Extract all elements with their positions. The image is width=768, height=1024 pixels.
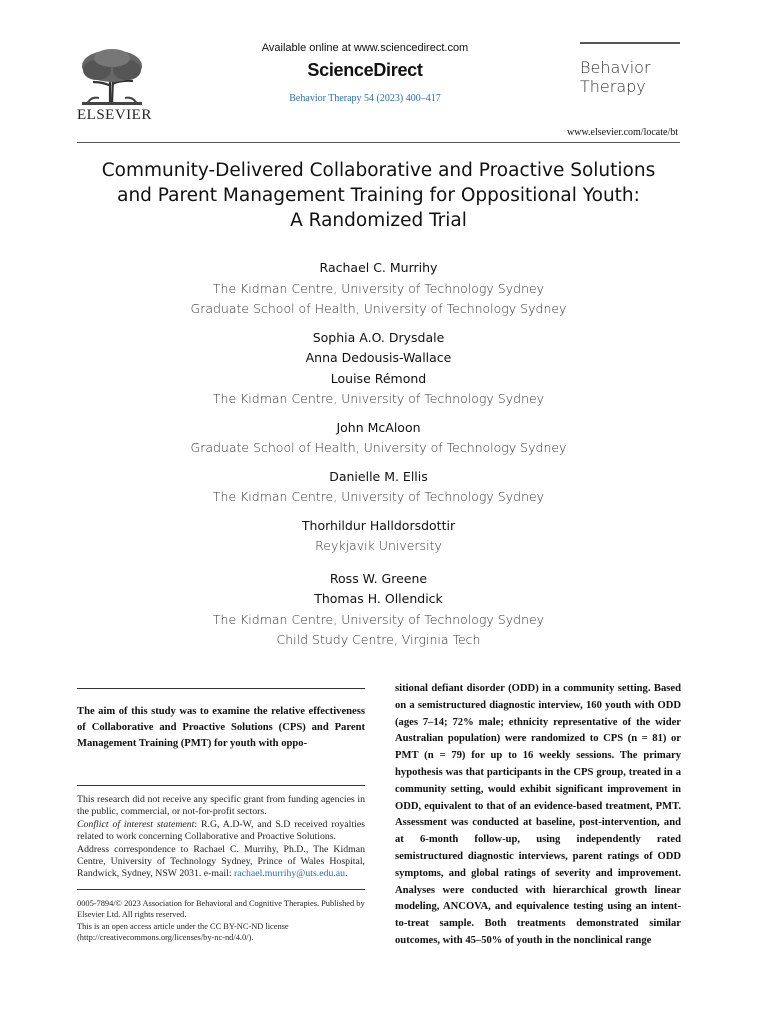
affiliation: Child Study Centre, Virginia Tech: [276, 632, 481, 647]
affiliation: Graduate School of Health, University of Technology Sydney: [190, 301, 567, 316]
copyright-line-1: 0005-7894/© 2023 Association for Behavioral and Cognitive Therapies. Published by Elsevier Ltd. All rights reserved.: [77, 898, 365, 920]
correspondence-address: Address correspondence to Rachael C. Murrihy, Ph.D., The Kidman Centre, University of Technology Sydney, Prince of Wales Hospital, Randwick, Sydney, NSW 2031. e-mail:: [77, 843, 365, 880]
left-column: [77, 688, 365, 943]
conflict-note: [77, 819, 365, 844]
journal-name: [580, 58, 680, 96]
title-line-3: A Randomized Trial: [290, 210, 467, 231]
journal-name-line2: Therapy: [580, 77, 646, 96]
author-name: Danielle M. Ellis: [329, 468, 428, 484]
conflict-label: Conflict of interest statement: [77, 818, 195, 830]
author-name: Rachael C. Murrihy: [319, 260, 438, 275]
notes-rule: [77, 785, 365, 786]
email-link[interactable]: rachael.murrihy@uts.edu.au: [234, 868, 346, 880]
license-line[interactable]: This is an open access article under the CC BY-NC-ND license (http://creativecommons.org/licenses/by-nc-nd/4.0/).: [77, 921, 289, 943]
header-rule: [77, 142, 680, 143]
conflict-text: : R.G, A.D-W, and S.D received royalties related to work concerning Collaborative and Proactive Solutions.: [77, 818, 365, 843]
journal-rule-top: [580, 42, 680, 44]
affiliation: The Kidman Centre, University of Technology Sydney: [212, 280, 545, 296]
email-end: .: [345, 868, 348, 880]
author-group: [77, 467, 680, 508]
author-name: Anna Dedousis-Wallace: [305, 350, 452, 365]
available-online-text: Available online at www.sciencedirect.com: [261, 42, 469, 54]
funding-note: This research did not receive any specific grant from funding agencies in the public, commercial, or not-for-profit sectors.: [77, 794, 365, 818]
author-group: [77, 258, 680, 320]
affiliation: The Kidman Centre, University of Technology Sydney: [212, 391, 545, 406]
affiliation: The Kidman Centre, University of Technology Sydney: [212, 611, 545, 627]
author-group: [77, 418, 680, 459]
correspondence-note: [77, 844, 365, 881]
abstract-text-continued: sitional defiant disorder (ODD) in a community setting. Based on a semistructured diagnostic interview, 160 youth with ODD (ages 7–14; 72% male; ethnicity representative of the wider Australian population) were randomized to CPS (n = 81) or PMT (n = 79) for up to 16 weekly sessions. The primary hypothesis was that participants in the CPS group, treated in a community setting, would exhibit significant improvement in ODD, equivalent to that of an evidence-based treatment, PMT. Assessment was conducted at baseline, post-intervention, and at 6-month follow-up, using independently rated semistructured diagnostic interviews, parent ratings of ODD symptoms, and global ratings of severity and improvement. Analyses were conducted with hierarchical growth linear modeling, ANCOVA, and equivalence testing using an intent-to-treat sample. Both treatments demonstrated similar outcomes, with 45–50% of youth in the nonclinical range: [395, 683, 681, 946]
author-group: [77, 569, 680, 651]
author-name: John McAloon: [336, 419, 421, 435]
abstract-rule: [77, 688, 365, 689]
platform-name[interactable]: ScienceDirect: [307, 60, 423, 80]
author-group: [77, 328, 680, 410]
right-column: [395, 681, 681, 950]
journal-url[interactable]: www.elsevier.com/locate/bt: [567, 127, 678, 138]
title-line-2: and Parent Management Training for Oppositional Youth:: [117, 185, 640, 206]
header-center: [220, 42, 510, 104]
publisher-name: ELSEVIER: [77, 107, 152, 123]
article-title: [77, 158, 680, 233]
affiliation: The Kidman Centre, University of Technology Sydney: [212, 489, 545, 504]
author-group: [77, 516, 680, 557]
author-name: Sophia A.O. Drysdale: [312, 329, 445, 345]
tree-logo-icon: [77, 46, 147, 106]
affiliation: Graduate School of Health, University of Technology Sydney: [190, 440, 567, 455]
author-name: Thomas H. Ollendick: [314, 591, 443, 606]
affiliation: Reykjavik University: [315, 538, 442, 553]
journal-block: [580, 42, 680, 96]
abstract-text-start: The aim of this study was to examine the relative effectiveness of Collaborative and Proactive Solutions (CPS) and Parent Management Training (PMT) for youth with oppo-: [77, 706, 365, 749]
journal-name-line1: Behavior: [580, 58, 651, 77]
author-name: Thorhildur Halldorsdottir: [301, 517, 456, 533]
author-list: [77, 258, 680, 659]
journal-citation[interactable]: Behavior Therapy 54 (2023) 400–417: [289, 93, 441, 104]
author-name: Louise Rémond: [330, 370, 427, 386]
copyright-rule: [77, 889, 365, 890]
author-name: Ross W. Greene: [329, 570, 428, 586]
title-line-1: Community-Delivered Collaborative and Proactive Solutions: [101, 160, 656, 181]
